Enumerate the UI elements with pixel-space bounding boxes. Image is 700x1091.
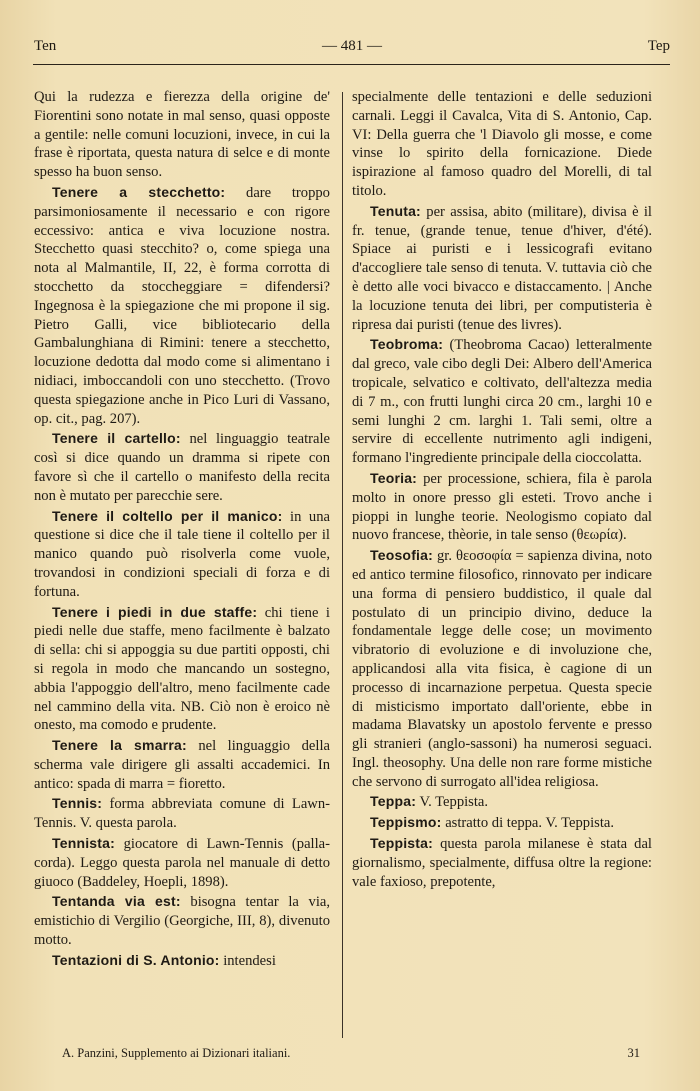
entry-tentazioni-di-s-antonio <box>34 951 330 971</box>
signature-mark: 31 <box>627 1046 640 1060</box>
header-rule <box>33 64 670 65</box>
entry-teosofia <box>352 546 652 791</box>
headword: Tenere i piedi in due staffe: <box>52 603 258 620</box>
footer-citation: A. Panzini, Supplemento ai Dizionari italiani. <box>62 1046 291 1060</box>
definition: intendesi <box>223 952 276 969</box>
entry-continuation: Qui la rudezza e fierezza della origine de' Fiorentini sono notate in mal senso, quasi opposte a gentile: nelle comuni locuzioni, invece, in cui la frase è riportata, questa natura di selce e di monte spesso ha buon senso. <box>34 89 330 181</box>
headword: Tennista: <box>52 835 115 852</box>
headword: Teosofia: <box>370 547 433 564</box>
running-header <box>34 38 670 58</box>
entry-tenere-il-coltello <box>34 507 330 602</box>
headword: Teoria: <box>370 469 418 486</box>
entry-tenere-i-piedi <box>34 603 330 736</box>
headword: Tentazioni di S. Antonio: <box>52 951 220 968</box>
definition: V. Teppista. <box>419 794 489 811</box>
entry-teoria <box>352 469 652 545</box>
definition: forma abbreviata comune di Lawn-Tennis. V. questa parola. <box>34 796 330 832</box>
header-left-guide-word: Ten <box>34 38 57 54</box>
definition: nel linguaggio teatrale così si dice quando un dramma si ripete con favore sì che il cartello o manifesto della recita non è mutato per parecchie sere. <box>34 431 330 504</box>
definition: per assisa, abito (militare), divisa è il fr. tenue, (grande tenue, tenue d'hiver, d'été). Spiace ai puristi e i lessicografi evitano d'accogliere tale senso di tenuta. V. tuttavia ciò che è detto alle voci bivacco e distaccamento. | Anche la locuzione tenuta dei libri, per computisteria è ripresa dai puristi (tenue des livres). <box>352 203 652 333</box>
entry-teobroma <box>352 335 652 468</box>
headword: Teppista: <box>370 835 433 852</box>
entry-tenere-il-cartello <box>34 429 330 505</box>
definition: astratto di teppa. V. Teppista. <box>445 815 615 832</box>
entry-continuation: specialmente delle tentazioni e delle seduzioni carnali. Leggi il Cavalca, Vita di S. Antonio, Cap. VI: Della guerra che 'l Diavolo gli mosse, e come vinse lo spirito della fornicazione. Diede ispirazione al famoso quadro del Morelli, di tal titolo. <box>352 89 652 199</box>
column-divider <box>342 92 343 1038</box>
headword: Teppismo: <box>370 814 442 831</box>
page-number: — 481 — <box>322 38 382 54</box>
headword: Tenere il cartello: <box>52 430 181 447</box>
definition: questa parola milanese è stata dal giornalismo, specialmente, diffusa oltre la regione: vale faxioso, prepotente, <box>352 836 652 890</box>
headword: Tenere la smarra: <box>52 737 187 754</box>
entry-tenere-la-smarra <box>34 736 330 793</box>
entry-tennista <box>34 834 330 891</box>
definition: nel linguaggio della scherma vale dirigere gli assalti accademici. In antico: spada di marra = fioretto. <box>34 738 330 792</box>
definition: gr. θεοσοφία = sapienza divina, noto ed antico termine filosofico, rinnovato per indicare una forma di pensiero buddistico, il quale dal postulato di un principio divino, deduce la fondamentale legge delle cose; un movimento vibratorio di evoluzione e di involuzione che, applicandosi alla vita fisica, è cagione di un processo di incarnazione perpetua. Questa specie di misticismo importato dall'oriente, ebbe in madama Blavatsky un apostolo fervente e presso gli stranieri (anglo-sassoni) ha numerosi seguaci. Ingl. theosophy. Una delle non rare forme mistiche che servono di surrogato all'idea religiosa. <box>352 548 652 790</box>
left-column <box>34 88 330 972</box>
entry-teppista <box>352 834 652 891</box>
page-footer <box>62 1046 640 1064</box>
headword: Tennis: <box>52 795 103 812</box>
definition: chi tiene i piedi nelle due staffe, meno facilmente è balzato di sella: chi si appoggia su due partiti opposti, chi si regola in modo che mancando un sostegno, abbia l'appoggio dell'altro, meno facilmente cade nel cammino della vita. NB. Ciò non è eroico nè onesto, ma comodo e prudente. <box>34 604 330 734</box>
definition: giocatore di Lawn-Tennis (palla-corda). Leggo questa parola nel manuale di detto giuoco (Baddeley, Hoepli, 1898). <box>34 836 330 890</box>
headword: Tenere il coltello per il manico: <box>52 507 283 524</box>
headword: Tentanda via est: <box>52 893 181 910</box>
headword: Teobroma: <box>370 336 444 353</box>
definition: (Theobroma Cacao) letteralmente dal greco, vale cibo degli Dei: Albero dell'America tropicale, selvatico e coltivato, dell'altezza media di 7 m., con frutti lunghi circa 20 cm., larghi 10 e semi lunghi 2 cm. larghi 1. Tali semi, oltre a servire di eccellente nutrimento agli indigeni, formano l'ingrediente principale della cioccolatta. <box>352 337 652 467</box>
entry-tennis <box>34 794 330 833</box>
entry-teppismo <box>352 813 652 833</box>
headword: Tenere a stecchetto: <box>52 183 226 200</box>
header-right-guide-word: Tep <box>647 38 670 54</box>
entry-tenuta <box>352 202 652 335</box>
entry-tentanda-via-est <box>34 892 330 949</box>
headword: Teppa: <box>370 793 417 810</box>
entry-teppa <box>352 792 652 812</box>
entry-tenere-a-stecchetto <box>34 183 330 428</box>
definition: per processione, schiera, fila è parola molto in onore presso gli esteti. Trovo anche i pioppi in lunghe teorie. Neologismo copiato dal nuovo francese, thèorie, in tale senso (θεωρία). <box>352 470 652 544</box>
definition: dare troppo parsimoniosamente il necessario e con rigore eccessivo: antica e viva locuzione nostra. Stecchetto quasi stecchito? o, come spiega una nota al Malmantile, II, 22, è forma corrotta di stocchetto da stoccheggiare = difendersi? Ingegnosa è la spiegazione che mi propone il sig. Pietro Galli, vice bibliotecario della Gambalunghiana di Rimini: tenere a stecchetto, locuzione dedotta dal modo come si alimentano i nidiaci, imboccandoli con uno stecchetto. (Trovo questa spiegazione anche in Pico Luri di Vassano, op. cit., pag. 207). <box>34 184 330 427</box>
definition: in una questione si dice che il tale tiene il coltello per il manico quando può risolverla come vuole, trovandosi in condizioni speciali di forza e di fortuna. <box>34 508 331 600</box>
definition: bisogna tentar la via, emistichio di Vergilio (Georgiche, III, 8), divenuto motto. <box>34 894 330 949</box>
right-column <box>352 88 652 892</box>
headword: Tenuta: <box>370 202 421 219</box>
